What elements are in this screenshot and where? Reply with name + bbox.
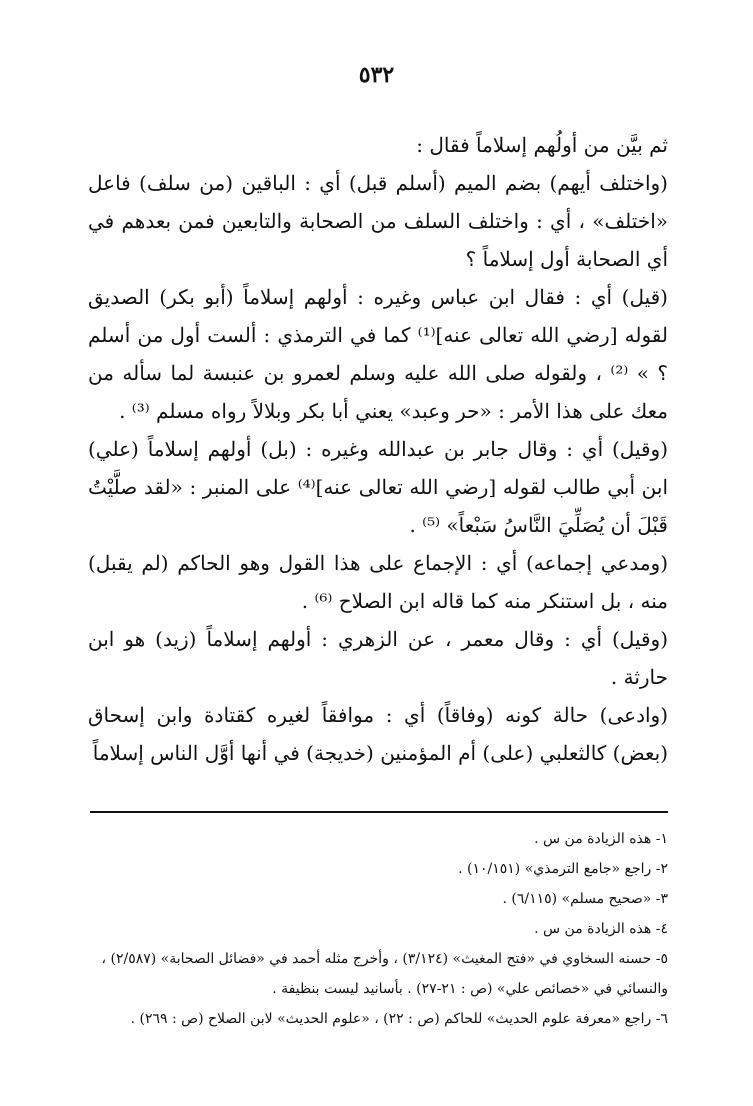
main-text <box>88 126 668 772</box>
footnote-divider <box>90 811 668 813</box>
paragraph: (وادعى) حالة كونه (وفاقاً) أي : موافقاً لغيره كقتادة وابن إسحاق (بعض) كالثعلبي (على) أم المؤمنين (خديجة) في أنها أوَّل الناس إسلاماً <box>88 703 668 765</box>
paragraph: (ومدعي إجماعه) أي : الإجماع على هذا القول وهو الحاكم (لم يقبل) منه ، بل استنكر منه كما قاله ابن الصلاح ⁽⁶⁾ . <box>88 551 668 613</box>
footnote: ٦- راجع «معرفة علوم الحديث» للحاكم (ص : ٢٢) ، «علوم الحديث» لابن الصلاح (ص : ٢٦٩) . <box>130 1011 668 1027</box>
footnote: ١- هذه الزيادة من س . <box>534 831 668 847</box>
footnote: ٤- هذه الزيادة من س . <box>534 921 668 937</box>
page-number: ٥٣٢ <box>358 62 395 88</box>
footnote: ٣- «صحيح مسلم» (٦/١١٥) . <box>502 891 668 907</box>
paragraph: (وقيل) أي : وقال معمر ، عن الزهري : أولهم إسلاماً (زيد) هو ابن حارثة . <box>88 627 669 689</box>
paragraph: (واختلف أيهم) بضم الميم (أسلم قبل) أي : الباقين (من سلف) فاعل «اختلف» ، أي : واختلف السلف من الصحابة والتابعين فمن بعدهم في أي الصحابة أول إسلاماً ؟ <box>88 171 668 271</box>
paragraph: ثم بيَّن من أولُهم إسلاماً فقال : <box>416 133 668 157</box>
footnote: ٥- حسنه السخاوي في «فتح المغيث» (٣/١٢٤) ، وأخرج مثله أحمد في «فضائل الصحابة» (٢/٥٨٧) ، والنسائي في «خصائص علي» (ص : ٢١-٢٧) . بأسانيد ليست بنظيفة . <box>101 951 668 997</box>
footnotes <box>80 824 668 1034</box>
footnote: ٢- راجع «جامع الترمذي» (١٠/١٥١) . <box>458 861 668 877</box>
paragraph: (قيل) أي : فقال ابن عباس وغيره : أولهم إسلاماً (أبو بكر) الصديق لقوله [رضي الله تعالى عنه]⁽¹⁾ كما في الترمذي : ألست أول من أسلم ؟ » ⁽²⁾ ، ولقوله صلى الله عليه وسلم لعمرو بن عنبسة لما سأله من معك على هذا الأمر : «حر وعبد» يعني أبا بكر وبلالاً رواه مسلم ⁽³⁾ . <box>88 285 668 423</box>
paragraph: (وقيل) أي : وقال جابر بن عبدالله وغيره : (بل) أولهم إسلاماً (علي) ابن أبي طالب لقوله [رضي الله تعالى عنه]⁽⁴⁾ على المنبر : «لقد صلَّيْتُ قَبْلَ أن يُصَلِّيَ النَّاسُ سَبْعاً» ⁽⁵⁾ . <box>88 437 668 537</box>
